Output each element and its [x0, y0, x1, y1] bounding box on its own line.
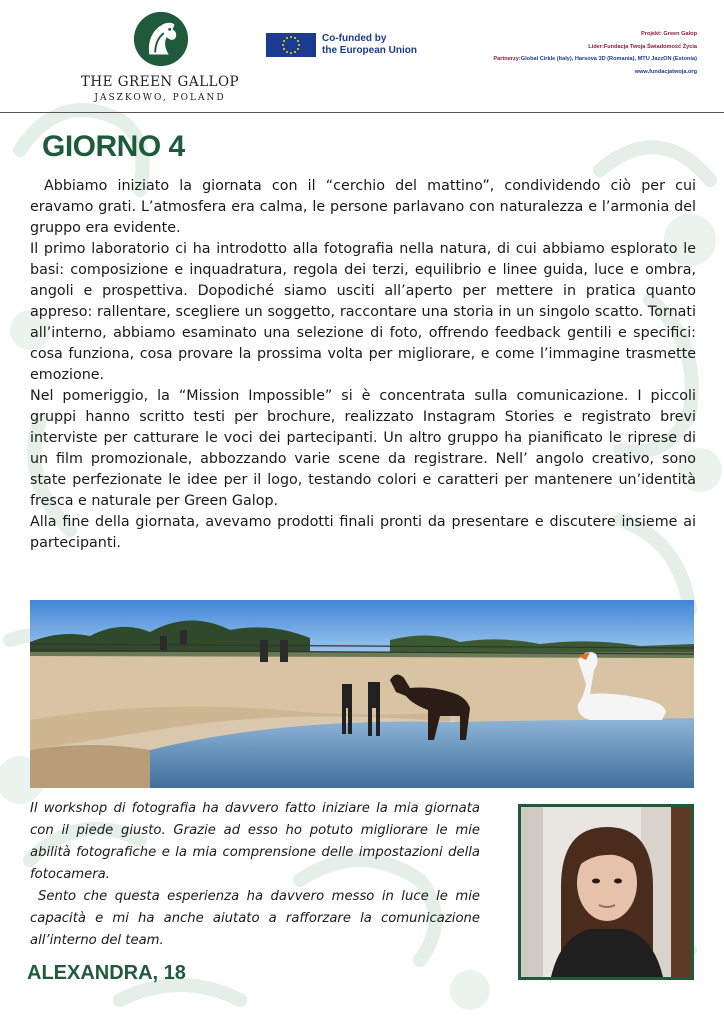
quote-author: ALEXANDRA, 18 [27, 962, 186, 984]
paragraph: Il primo laboratorio ci ha introdotto alla fotografia nella natura, di cui abbiamo esplorato le basi: composizione e inquadratura, regola dei terzi, equilibrio e linee guida, luce e ombra, angoli e prospettiva. Dopodiché siamo usciti all’aperto per mettere in pratica quanto appreso: rallentare, scegliere un soggetto, raccontare una storia in un singolo scatto. Tornati all’interno, abbiamo esaminato una selezione di foto, offrendo feedback gentili e specifici: cosa funziona, cosa provare la prossima volta per migliorare, e come l’immagine trasmette emozione. [30, 241, 696, 383]
horse-in-water-photo [30, 600, 694, 788]
website-link[interactable]: www.fundacjatwoja.org [634, 68, 697, 75]
project-info [397, 28, 697, 78]
eu-flag-icon [266, 33, 316, 57]
project-value: Green Galop [663, 31, 697, 37]
paragraph: Alla fine della giornata, avevamo prodotti finali pronti da presentare e discutere insieme ai partecipanti. [30, 514, 696, 551]
partners-line [397, 53, 697, 66]
leader-label: Lider: [588, 43, 604, 50]
project-line [397, 28, 697, 41]
participant-portrait [518, 804, 694, 980]
header-divider [0, 112, 724, 113]
leader-line [397, 41, 697, 54]
brand-name: THE GREEN GALLOP [80, 74, 240, 90]
article-body [30, 176, 696, 554]
horse-logo-icon [132, 10, 190, 68]
participant-quote [30, 798, 480, 952]
eu-line-2: the European Union [322, 45, 417, 56]
paragraph: Abbiamo iniziato la giornata con il “cerchio del mattino”, condividendo ciò per cui eravamo grati. L’atmosfera era calma, le persone parlavano con naturalezza e l’armonia del gruppo era evidente. [30, 178, 696, 236]
page-header [0, 0, 724, 112]
quote-part-2: Sento che questa esperienza ha davvero messo in luce le mie capacità e mi ha anche aiutato a rafforzare la comunicazione all’interno del team. [30, 889, 480, 948]
eu-line-1: Co-funded by [322, 33, 387, 44]
project-label: Projekt: [641, 31, 662, 37]
leader-value: Fundacja Twoja Świadomość Życia [603, 43, 697, 50]
partners-label: Partnerzy: [493, 56, 521, 62]
paragraph: Nel pomeriggio, la “Mission Impossible” si è concentrata sulla comunicazione. I piccoli gruppi hanno scritto testi per brochure, realizzato Instagram Stories e registrato brevi interviste per catturare le voci dei partecipanti. Un altro gruppo ha pianificato le riprese di un film promozionale, abbozzando varie scene da registrare. Nell’ angolo creativo, sono state perfezionate le idee per il logo, testando colori e caratteri per mantenere un’identità fresca e naturale per Green Galop. [30, 388, 696, 509]
quote-part-1: Il workshop di fotografia ha davvero fatto iniziare la mia giornata con il piede giusto. Grazie ad esso ho potuto migliorare le mie abilità fotografiche e la mia comprensione delle impostazioni della fotocamera. [30, 801, 480, 882]
brand-location: JASZKOWO, POLAND [94, 93, 226, 103]
page-title: GIORNO 4 [42, 130, 185, 163]
partners-value: Global Cirkle (Italy), Harsova 3D (Romania), MTU JazzON (Estonia) [520, 56, 697, 62]
